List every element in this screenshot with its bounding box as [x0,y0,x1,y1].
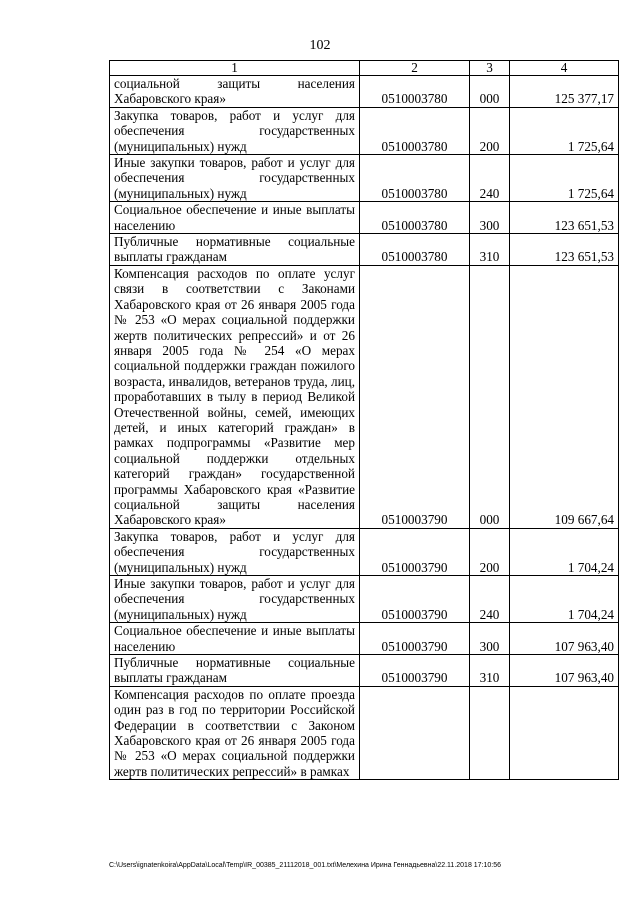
row-expense-type: 240 [470,155,510,202]
row-code [360,686,470,779]
row-expense-type: 200 [470,107,510,154]
page-number: 102 [309,38,331,53]
table-row [110,623,619,655]
row-description: Социальное обеспечение и иные выплаты населению [110,623,360,655]
row-code: 0510003780 [360,76,470,108]
row-amount: 1 725,64 [510,155,619,202]
row-description: Публичные нормативные социальные выплаты гражданам [110,655,360,687]
row-amount: 109 667,64 [510,265,619,528]
table-row [110,686,619,779]
footer-file-path: C:\Users\ignatenkoira\AppData\Local\Temp\IR_00385_21112018_001.txt\Мелехина Ирина Геннадьевна\22.11.2018 17:10:56 [109,862,502,869]
row-code: 0510003790 [360,576,470,623]
row-code: 0510003780 [360,202,470,234]
row-description: Компенсация расходов по оплате услуг связи в соответствии с Законами Хабаровского края от 26 января 2005 года № 253 «О мерах социальной поддержки жертв политических репрессий» и от 26 января 2005 года № 254 «О мерах социальной поддержки граждан пожилого возраста, инвалидов, ветеранов труда, лиц, проработавших в тылу в период Великой Отечественной войны, семей, имеющих детей, и иных категорий граждан» в рамках подпрограммы «Развитие мер социальной поддержки отдельных категорий граждан» государственной программы Хабаровского края «Развитие социальной защиты населения Хабаровского края» [110,265,360,528]
row-description: Иные закупки товаров, работ и услуг для обеспечения государственных (муниципальных) нужд [110,576,360,623]
row-expense-type: 240 [470,576,510,623]
row-expense-type: 310 [470,234,510,266]
column-header: 2 [360,61,470,76]
row-amount: 123 651,53 [510,202,619,234]
row-description: социальной защиты населения Хабаровского края» [110,76,360,108]
row-description: Закупка товаров, работ и услуг для обеспечения государственных (муниципальных) нужд [110,528,360,575]
table-row [110,76,619,108]
row-amount: 107 963,40 [510,623,619,655]
row-code: 0510003790 [360,265,470,528]
table-header-row [110,61,619,76]
column-header: 4 [510,61,619,76]
row-expense-type: 200 [470,528,510,575]
table-row [110,202,619,234]
table-row [110,234,619,266]
row-code: 0510003780 [360,234,470,266]
row-amount: 1 704,24 [510,528,619,575]
row-description: Публичные нормативные социальные выплаты гражданам [110,234,360,266]
row-code: 0510003790 [360,528,470,575]
row-description: Иные закупки товаров, работ и услуг для обеспечения государственных (муниципальных) нужд [110,155,360,202]
row-amount: 125 377,17 [510,76,619,108]
row-amount: 123 651,53 [510,234,619,266]
row-description: Закупка товаров, работ и услуг для обеспечения государственных (муниципальных) нужд [110,107,360,154]
table-row [110,265,619,528]
row-amount: 1 704,24 [510,576,619,623]
row-expense-type [470,686,510,779]
column-header: 1 [110,61,360,76]
row-code: 0510003790 [360,623,470,655]
table-row [110,155,619,202]
row-code: 0510003790 [360,655,470,687]
row-amount: 1 725,64 [510,107,619,154]
table-row [110,576,619,623]
budget-table [109,60,619,780]
row-expense-type: 310 [470,655,510,687]
row-amount [510,686,619,779]
row-description: Компенсация расходов по оплате проезда один раз в год по территории Российской Федерации в соответствии с Законом Хабаровского края от 26 января 2005 года № 253 «О мерах социальной поддержки жертв политических репрессий» в рамках [110,686,360,779]
table-row [110,528,619,575]
row-description: Социальное обеспечение и иные выплаты населению [110,202,360,234]
row-expense-type: 000 [470,76,510,108]
row-expense-type: 300 [470,623,510,655]
row-expense-type: 300 [470,202,510,234]
table-row [110,107,619,154]
row-code: 0510003780 [360,107,470,154]
row-expense-type: 000 [470,265,510,528]
table-row [110,655,619,687]
row-amount: 107 963,40 [510,655,619,687]
column-header: 3 [470,61,510,76]
row-code: 0510003780 [360,155,470,202]
